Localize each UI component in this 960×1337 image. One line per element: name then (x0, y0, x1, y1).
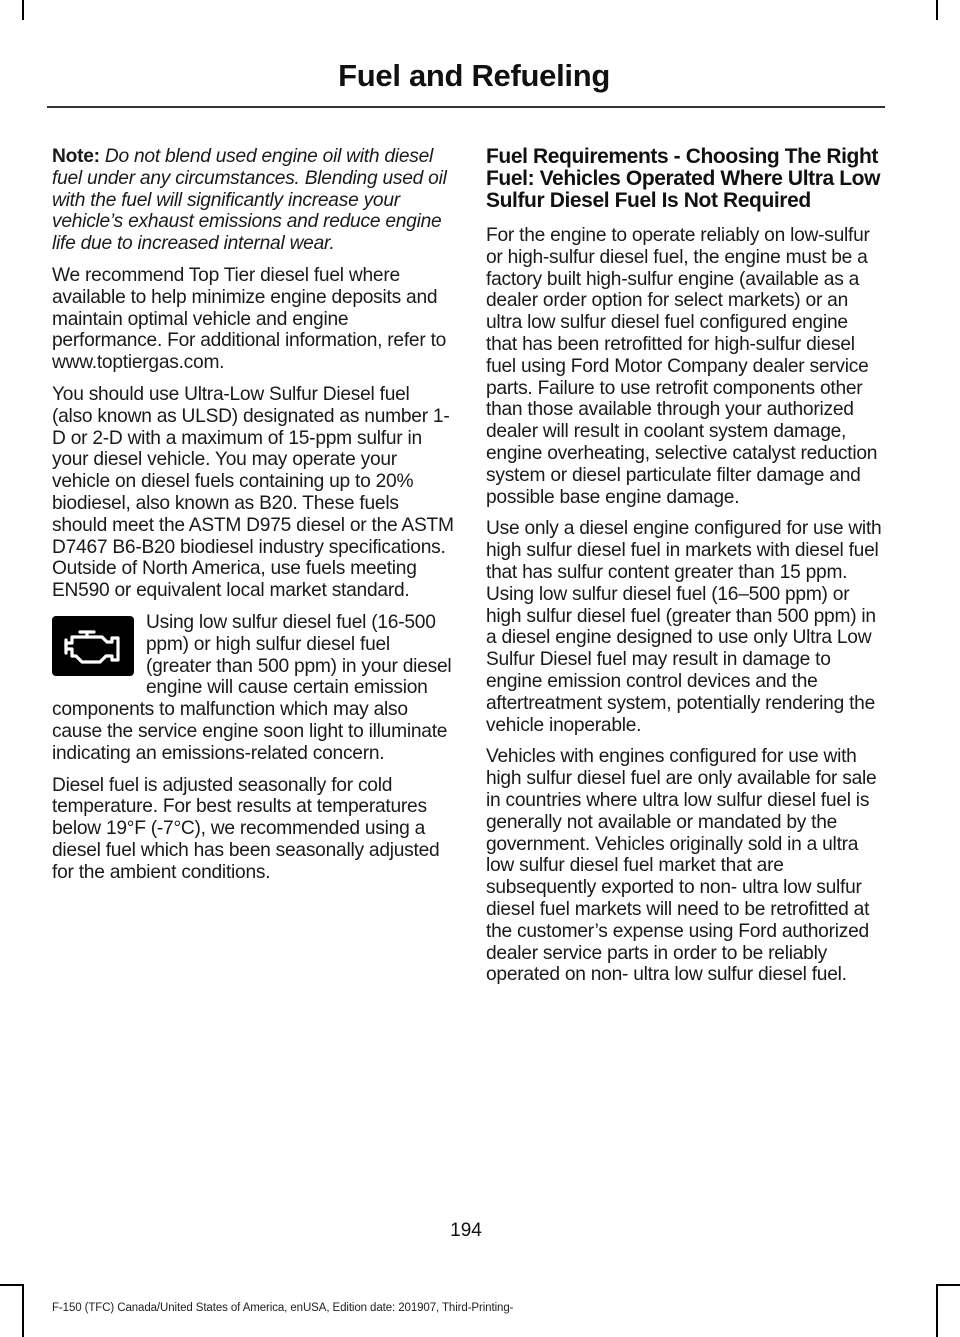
crop-mark-bottom-right (938, 1284, 960, 1286)
check-engine-icon-glyph (60, 625, 126, 667)
top-tier-paragraph: We recommend Top Tier diesel fuel where available to help minimize engine deposits and maintain optimal vehicle and engine performance. For additional information, refer to www.toptiergas.com. (52, 264, 447, 374)
right-column (486, 146, 882, 996)
ulsd-paragraph: You should use Ultra-Low Sulfur Diesel fuel (also known as ULSD) designated as number 1-D or 2-D with a maximum of 15-ppm sulfur in your diesel vehicle. You may operate your vehicle on diesel fuels containing up to 20% biodiesel, also known as B20. These fuels should meet the ASTM D975 diesel or the ASTM D7467 B6-B20 biodiesel industry specifications. Outside of North America, use fuels meeting EN590 or equivalent local market standard. (52, 383, 454, 602)
page-number: 194 (450, 1220, 482, 1241)
header-divider (47, 106, 885, 108)
crop-mark-bottom-right-vertical (936, 1284, 938, 1337)
sulfur-warning-paragraph (52, 612, 454, 765)
section-heading: Fuel Requirements - Choosing The Right Fuel: Vehicles Operated Where Ultra Low Sulfur Diesel Fuel Is Not Required (486, 145, 881, 212)
check-engine-icon (52, 616, 134, 676)
note-label: Note: (52, 146, 100, 167)
crop-mark-bottom-left-vertical (22, 1284, 24, 1337)
page-title: Fuel and Refueling (338, 58, 610, 93)
left-column (52, 146, 454, 894)
note-paragraph (52, 146, 454, 255)
crop-mark-top-right (936, 0, 938, 20)
sulfur-warning-text: Using low sulfur diesel fuel (16-500 ppm) or high sulfur diesel fuel (greater than 500 ppm) in your diesel engine will cause certain emission components to malfunction which may also cause the service engine soon light to illuminate indicating an emissions-related concern. (52, 611, 452, 764)
seasonal-fuel-paragraph: Diesel fuel is adjusted seasonally for cold temperature. For best results at temperatures below 19°F (-7°C), we recommended using a diesel fuel which has been seasonally adjusted for the ambient conditions. (52, 774, 440, 883)
diesel-engine-config-paragraph: Use only a diesel engine configured for use with high sulfur diesel fuel in markets with diesel fuel that has sulfur content greater than 15 ppm. Using low sulfur diesel fuel (16–500 ppm) or high sulfur diesel fuel (greater than 500 ppm) in a diesel engine designed to use only Ultra Low Sulfur Diesel fuel may result in damage to engine emission control devices and the aftertreatment system, potentially rendering the vehicle inoperable. (486, 518, 882, 736)
vehicle-availability-paragraph: Vehicles with engines configured for use with high sulfur diesel fuel are only available for sale in countries where ultra low sulfur diesel fuel is generally not available or mandated by the government. Vehicles originally sold in a ultra low sulfur diesel fuel market that are subsequently exported to non- ultra low sulfur diesel fuel markets will need to be retrofitted at the customer’s expense using Ford authorized dealer service parts in order to be reliably operated on non- ultra low sulfur diesel fuel. (486, 746, 877, 986)
crop-mark-bottom-left (0, 1284, 22, 1286)
high-sulfur-engine-paragraph: For the engine to operate reliably on low-sulfur or high-sulfur diesel fuel, the engine must be a factory built high-sulfur engine (available as a dealer order option for select markets) or an ultra low sulfur diesel fuel configured engine that has been retrofitted for high-sulfur diesel fuel using Ford Motor Company dealer service parts. Failure to use retrofit components other than those available through your authorized dealer will result in coolant system damage, engine overheating, selective catalyst reduction system or diesel particulate filter damage and possible base engine damage. (486, 225, 878, 508)
edition-footer: F-150 (TFC) Canada/United States of America, enUSA, Edition date: 201907, Third-Printing- (52, 1302, 514, 1314)
crop-mark-top-left (22, 0, 24, 20)
note-text: Do not blend used engine oil with diesel fuel under any circumstances. Blending used oil with the fuel will significantly increase your vehicle’s exhaust emissions and reduce engine life due to increased internal wear. (52, 146, 447, 255)
